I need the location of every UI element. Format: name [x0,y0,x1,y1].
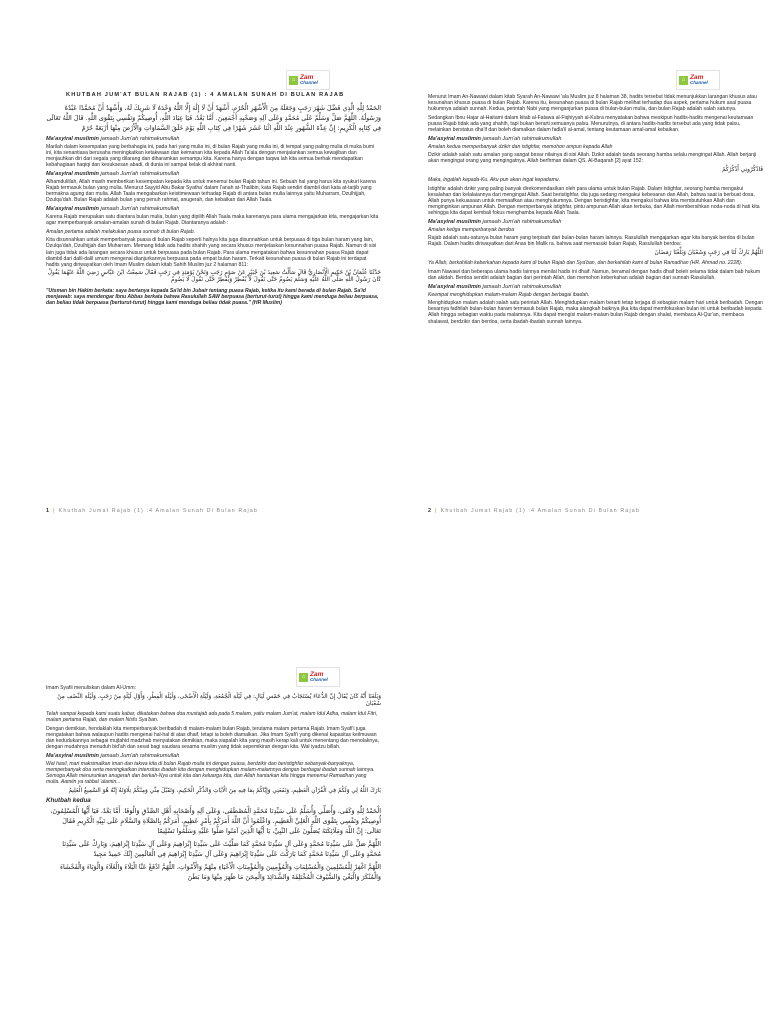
umm-arabic: وَبَلَغَنَا أَنَّهُ كَانَ يُقَالُ إِنَّ الدُّعَاءَ يُسْتَجَابُ فِي خَمْسِ لَيَالٍ: فِي لَيْلَةِ الْجُمُعَةِ، وَلَيْلَةِ الْأَضْحَى، وَلَيْلَةِ الْفِطْرِ، وَأَوَّلِ لَيْلَةٍ مِنْ رَجَبٍ، وَلَيْلَةِ النِّصْفِ مِنْ شَعْبَانَ [57,693,381,707]
section-heading: Ma'asyiral muslimin jamaah Jum'ah rahimakumullah [428,283,562,290]
home-icon: ⌂ [289,76,298,85]
section-heading: Ma'asyiral muslimin jamaah Jum'ah rahimakumullah [46,170,180,177]
khutbah-2-arabic: اللَّهُمَّ اغْفِرْ لِلْمُسْلِمِينَ وَالْمُسْلِمَاتِ وَالْمُؤْمِنِينَ وَالْمُؤْمِنَاتِ الْأَحْيَاءِ مِنْهُمْ وَالْأَمْوَاتِ، اللَّهُمَّ ادْفَعْ عَنَّا الْبَلَاءَ وَالْغَلَاءَ وَالْوَبَاءَ وَالْفَحْشَاءَ وَالْمُنْكَرَ وَالْبَغْيَ وَالسُّيُوفَ الْمُخْتَلِفَةَ وَالشَّدَائِدَ وَالْمِحَنَ مَا ظَهَرَ مِنْهَا وَمَا بَطَنَ [59,862,381,881]
logo-text-channel: Channel [300,80,318,85]
paragraph: Imam Syafii menuliskan dalam Al-Umm: [46,685,137,691]
logo-text-zam: Zam [300,73,314,81]
paragraph: Kita disunnahkan untuk memperbanyak puasa di bulan Rajab seperti halnya kita juga disunnahkan untuk berpuasa di tiga bulan haram yang lain, Dzulqa'dah, Dzulhijjah dan Muharram. Memang tidak ada hadits shahih yang secara khusus menjelaskan kesunnahan puasa Rajab. Namun di sisi lain juga tidak ada larangan secara khusus untuk berpuasa pada bulan Rajab. Para ulama mengatakan bahwa kesunnahan puasa Rajab dapat diambil dari dalil-dalil umum mengenai dianjurkannya berpuasa pada empat bulan haram. Terkait kesunahan puasa di bulan Rajab ini terdapat hadits yang diriwayatkan oleh Imam Muslim dalam kitab Sahih Muslim juz 2 halaman 811: [46,237,377,268]
logo-text-channel: Channel [690,80,708,85]
hadith-translation: "Utsman bin Hakim berkata: saya bertanya kepada Sa'id bin Jubair tentang puasa Rajab, ketika itu kami berada di bulan Rajab. Sa'id menjawab: saya mendengar Ibnu Abbas berkata bahwa Rasulullah SAW berpuasa (berturut-turut) hingga kami menduga beliau berpuasa, dan beliau tidak berpuasa (berturut-turut) hingga kami menduga beliau tidak puasa." (HR Muslim) [46,287,379,306]
section-heading: Ma'asyiral muslimin jamaah Jum'ah rahimakumullah [46,752,180,759]
footer-title: Khutbah Jumat Rajab (1) :4 Amalan Sunah Di Bulan Rajab [440,508,640,514]
footer-title: Khutbah Jumat Rajab (1) :4 Amalan Sunah Di Bulan Rajab [58,508,258,514]
page-footer: 1 | Khutbah Jumat Rajab (1) :4 Amalan Sunah Di Bulan Rajab [46,508,258,514]
section-heading: Ma'asyiral muslimin jamaah Jum'ah rahimakumullah [428,135,562,142]
channel-logo [676,70,720,90]
page-number: 1 [46,508,51,514]
page-2-body [428,94,763,327]
paragraph: Istighfar adalah dzikir yang paling banyak direkomendasikan oleh para ulama untuk bulan Rajab. Dalam Istighfar, seorang hamba mengakui kesalahan dan kelalaiannya dari mengingat Allah. Saat beristighfar, dia juga sedang mengakui kebesaran dan Allah, bahwa saat ia berbuat dosa, Allah punya kekuasaan untuk memaafkan atau menghukumnya. Dengan beristighfar, kita mengakui bahwa kita membutuhkan Allah dan menginginkan ampunan Allah. Dengan memperbanyak istighfar, pintu ampunan Allah akan terbuka, dan Allah membersihkan noda-noda di hati kita sehingga kita dapat kembali fokus menghamba kepada Allah Taala. [428,185,760,217]
paragraph: Menghidupkan malam adalah salah satu perintah Allah. Menghidupkan malam berarti tetap terjaga di sebagian malam hari untuk beribadah. Dengan besarnya fadhilah bulan-bulan haram termasuk bulan Rajab, maka alangkah baiknya jika kita dapat memfokuskan bulan ini untuk beribadah kepada Allah hingga sebagian waktu pada malamnya. Kita dapat mengisi malam-malam bulan Rajab dengan shalat, membaca Al-Qur'an, membaca shalawat, berdzikir dan berdoa, serta ibadah-ibadah sunnah lainnya. [428,300,763,325]
page-3-body [46,685,381,885]
ayah-arabic: فَاذْكُرُونِي أَذْكُرْكُمْ [722,166,763,173]
document-page-1 [38,68,383,528]
channel-logo [286,70,330,90]
home-icon: ⌂ [299,673,308,682]
home-icon: ⌂ [679,76,688,85]
logo-text-zam: Zam [690,73,704,81]
paragraph: Wal hasil, mari maksimalkan iman dan takwa kita di bulan Rajab mulia ini dengan puasa, berdzikir dan beristighfar sebanyak-banyaknya, memperbanyak doa serta meningkatkan intensitas ibadah kita dengan menghidupkan malam-malamnya dengan berbagai ibadah sunnah lainnya. Semoga Allah menurunkan anugerah dan berkah-Nya untuk kita dan keluarga kita, dan Allah hantarkan kita hingga menemui Ramadhan yang mulia. Aamiin ya rabbal 'alamin... [46,760,375,785]
amal-heading: Amalan pertama adalah melakukan puasa sunnah di bulan Rajab. [46,228,195,235]
paragraph: Karena Rajab merupakan satu diantara bulan mulia, bulan yang dipilih Allah Taala maka karenanya para ulama mengajarkan kita, mengajarkan kita agar memperbanyak amalan-amalan sunah di bulan Rajab. Diantaranya adalah : [46,214,379,227]
paragraph: Dengan demikian, hendaklah kita memperbanyak beribadah di malam-malam bulan Rajab, terutama malam pertama Rajab. Imam Syafi'i juga mengatakan bahwa walaupun hadits mengenai hal-hal di atas dhaif, tetapi ia boleh diamalkan. Jika Imam Syafi'i yang dikenal kapasitas keilmuwan dan kedudukannya sebagai mujtahid madzhab menyatakan demikian, maka siapalah kita yang masih kerap kali untuk menentang dan menolaknya, dengan mudahnya menuduh bid'ah dan sesat bagi saudara sesama muslim yang tidak sepemikiran dengan kita. Wal iyadzu billah. [46,725,379,750]
amal-heading: Amalan kedua memperbanyak dzikir dan istighfar, memohon ampun kepada Allah [428,143,613,150]
page-number: 2 [428,508,433,514]
amal-heading: Amalan ketiga memperbanyak berdoa [428,226,515,233]
ayah-translation: Maka, ingatlah kepada-Ku. Aku pun akan ingat kepadamu. [428,177,561,184]
paragraph: Alhamdulillah, Allah masih memberikan kesempatan kepada kita untuk menemui bulan Rajab tahun ini. Sebuah hal yang harus kita syukuri karena Rajab termasuk bulan yang mulia. Menurut Sayyid Abu Bakar Syatha' dalam I'anah at-Thalibin, kata Rajab sendiri diambil dari kata at-tarjib yang bermakna agung dan mulia. Allah Taala mengabarkan keistimewaan terhadap Rajab di antara bulan mulia lainnya yaitu Muharram, Dzulhijjah, Dzulqa'dah. Bulan Rajab adalah bulan yang penuh rahmat, anugerah, dan kebaikan dari Allah Taala. [46,179,376,204]
document-page-3 [38,665,383,1024]
dua-translation: Ya Allah, berkahilah keberkahan kepada kami di bulan Rajab dan Sya'ban, dan berkahilah kami di bulan Ramadhan (HR. Ahmad no. 2228). [428,260,743,267]
khutbah-2-arabic: الْحَمْدُ لِلَّهِ وَكَفَى، وَأُصَلِّي وَأُسَلِّمُ عَلَى سَيِّدِنَا مُحَمَّدٍ الْمُصْطَفَى، وَعَلَى آلِهِ وَأَصْحَابِهِ أَهْلِ الصِّدْقِ وَالْوَفَا. أَمَّا بَعْدُ، فَيَا أَيُّهَا الْمُسْلِمُونَ، أُوصِيكُمْ وَنَفْسِي بِتَقْوَى اللَّهِ الْعَلِيِّ الْعَظِيمِ، وَاعْلَمُوا أَنَّ اللَّهَ أَمَرَكُمْ بِأَمْرٍ عَظِيمٍ، أَمَرَكُمْ بِالصَّلَاةِ وَالسَّلَامِ عَلَى نَبِيِّهِ الْكَرِيمِ فَقَالَ تَعَالَى: إِنَّ اللَّهَ وَمَلَائِكَتَهُ يُصَلُّونَ عَلَى النَّبِيِّ، يَا أَيُّهَا الَّذِينَ آمَنُوا صَلُّوا عَلَيْهِ وَسَلِّمُوا تَسْلِيمًا [50,806,381,835]
paragraph: Menurut Imam An-Nawawi dalam kitab Syarah An-Nawawi 'ala Muslim juz 8 halaman 38, hadits tersebut tidak menunjukkan larangan khusus atau kesunahan khusus puasa di bulan Rajab. Karena itu, kesunahan puasa di bulan Rajab melihat terhadap dua aspek, pertama hukum asal puasa hukumnya adalah sunnah. Kedua, perintah Nabi yang menganjurkan puasa di bulan-bulan mulia, dan bulan Rajab adalah salah satunya. [428,94,757,113]
amal-heading: Keempat menghidupkan malam-malam Rajab dengan berbagai ibadah. [428,291,590,298]
closing-arabic: بَارَكَ اللَّهُ لِي وَلَكُمْ فِي الْقُرْآنِ الْعَظِيمِ، وَنَفَعَنِي وَإِيَّاكُمْ بِمَا فِيهِ مِنَ الْآيَاتِ وَالذِّكْرِ الْحَكِيمِ، وَتَقَبَّلَ مِنِّي وَمِنْكُمْ تِلَاوَتَهُ إِنَّهُ هُوَ السَّمِيعُ الْعَلِيمُ [68,787,381,794]
opening-arabic: الحَمْدُ لِلَّهِ الَّذِي فَضَّلَ شَهْرَ رَجَبٍ وَجَعَلَهُ مِنَ الْأَشْهُرِ الْحُرُمِ، أَشْهَدُ أَنْ لَا إِلَٰهَ إِلَّا اللَّهُ وَحْدَهُ لَا شَرِيكَ لَهُ، وَأَشْهَدُ أَنَّ مُحَمَّدًا عَبْدُهُ وَرَسُولُهُ. اللَّهُمَّ صَلِّ وَسَلِّمْ عَلَى مُحَمَّدٍ وَعَلَى آلِهِ وَصَحْبِهِ أَجْمَعِينَ. أَمَّا بَعْدُ، فَيَا عِبَادَ اللَّهِ، أُوصِيكُمْ وَنَفْسِي بِتَقْوَى اللَّهِ. قَالَ اللَّهُ تَعَالَى فِي كِتَابِهِ الْكَرِيمِ: إِنَّ عِدَّةَ الشُّهُورِ عِنْدَ اللَّهِ اثْنَا عَشَرَ شَهْرًا فِي كِتَابِ اللَّهِ يَوْمَ خَلَقَ السَّمَاوَاتِ وَالْأَرْضَ مِنْهَا أَرْبَعَةٌ حُرُمٌ [46,104,381,132]
khutbah-2-heading: Khutbah kedua [46,796,91,804]
page-footer: 2 | Khutbah Jumat Rajab (1) :4 Amalan Sunah Di Bulan Rajab [428,508,640,514]
page-1-body [46,102,381,308]
page-title: KHUTBAH JUM'AT BULAN RAJAB (1) : 4 AMALAN SUNAH DI BULAN RAJAB [66,92,345,98]
paragraph: Sedangkan Ibnu Hajar al-Haitami dalam kitab al-Fatawa al-Fiqhiyyah al-Kubra menyatakan bahwa meskipun hadits-hadits mengenai keutamaan puasa Rajab tidak ada yang shahih, tapi bukan berarti semuanya palsu. Menurutnya, di antara hadits-hadits tersebut ada yang tidak palsu, melainkan berstatus dha'if dan boleh diamalkan dalam fadla'il al-amal, tentang keutamaan amal-amal kebaikan. [428,114,754,133]
section-heading: Ma'asyiral muslimin jamaah Jum'ah rahimakumullah [46,136,180,142]
document-page-2 [424,68,768,528]
paragraph: Imam Nawawi dan beberapa ulama hadis lainnya menilai hadis ini dhaif. Namun, beramal dengan hadis dhaif boleh selama tidak dalam bab hukum dan akidah. Berdoa sendiri adalah bagian dari perintah Allah, dan memohon keberkahan adalah bagian dari sunnah Rasulullah. [428,268,761,281]
section-heading: Ma'asyiral muslimin jamaah Jum'ah rahimakumullah [428,218,562,225]
section-heading: Ma'asyiral muslimin jamaah Jum'ah rahimakumullah [46,205,180,212]
dua-arabic: اللَّهُمَّ بَارِكْ لَنَا فِي رَجَبٍ وَشَعْبَانَ وَبَلِّغْنَا رَمَضَانَ [654,250,763,257]
channel-logo [296,667,340,687]
hadith-arabic: حَدَّثَنَا عُثْمَانُ بْنُ حَكِيمٍ الْأَنْصَارِيُّ قَالَ سَأَلْتُ سَعِيدَ بْنَ جُبَيْرٍ عَنْ صَوْمِ رَجَبٍ وَنَحْنُ يَوْمَئِذٍ فِي رَجَبٍ فَقَالَ سَمِعْتُ ابْنَ عَبَّاسٍ رَضِيَ اللَّهُ عَنْهُمَا يَقُولُ كَانَ رَسُولُ اللَّهِ صَلَّى اللَّهُ عَلَيْهِ وَسَلَّمَ يَصُومُ حَتَّى نَقُولَ لَا يُفْطِرُ وَيُفْطِرُ حَتَّى نَقُولَ لَا يَصُومُ [47,270,381,284]
logo-text-channel: Channel [310,677,328,682]
umm-translation: Telah sampai kepada kami suatu kabar, dikatakan bahwa doa mustajab ada pada 5 malam, yaitu malam Jum'at, malam Idul Adha, malam Idul Fitri, malam pertama Rajab, dan malam Nisfu Sya'ban. [46,711,378,724]
paragraph: Dzikir adalah salah satu amalan yang sangat besar nilainya di sisi Allah. Dzikir adalah tanda seorang hamba selalu mengingat Allah. Allah berjanji akan mengingat orang yang mengingatnya. Allah berfirman dalam QS. Al-Baqarah [2] ayat 152: [428,152,757,165]
paragraph: Rajab adalah satu-satunya bulan haram yang terpisah dari bulan-bulan haram lainnya. Rasulullah mengajarkan agar kita banyak berdoa di bulan Rajab. Dalam hadits diriwayatkan dari Anas bin Malik ra. bahwa saat memasuki bulan Rajab, Rasulullah berdoa: [428,235,755,248]
paragraph: Marilah dalam kesempatan yang berbahagia ini, pada hari yang mulia ini, di bulan Rajab yang mulia ini, di tempat yang paling mulia di muka bumi ini, kita senantiasa berusaha meningkatkan ketakwaan dan keimanan kita kepada Allah Ta'ala dengan menjalankan semua kewajiban dan menjauhkan diri dari segala yang dilarang dan diharamkan semampu kita. Karena hanya dengan taqwa lah kita semua berhak mendapatkan kebahagiaan haqiqi dan kesuksesan abadi, di dunia ini sampai kelak di akhirat nanti. [46,144,375,169]
khutbah-2-arabic: اللَّهُمَّ صَلِّ عَلَى سَيِّدِنَا مُحَمَّدٍ وَعَلَى آلِ سَيِّدِنَا مُحَمَّدٍ كَمَا صَلَّيْتَ عَلَى سَيِّدِنَا إِبْرَاهِيمَ وَعَلَى آلِ سَيِّدِنَا إِبْرَاهِيمَ، وَبَارِكْ عَلَى سَيِّدِنَا مُحَمَّدٍ وَعَلَى آلِ سَيِّدِنَا مُحَمَّدٍ كَمَا بَارَكْتَ عَلَى سَيِّدِنَا إِبْرَاهِيمَ وَعَلَى آلِ سَيِّدِنَا إِبْرَاهِيمَ فِي الْعَالَمِينَ إِنَّكَ حَمِيدٌ مَجِيدٌ [62,839,381,858]
logo-text-zam: Zam [310,670,324,678]
